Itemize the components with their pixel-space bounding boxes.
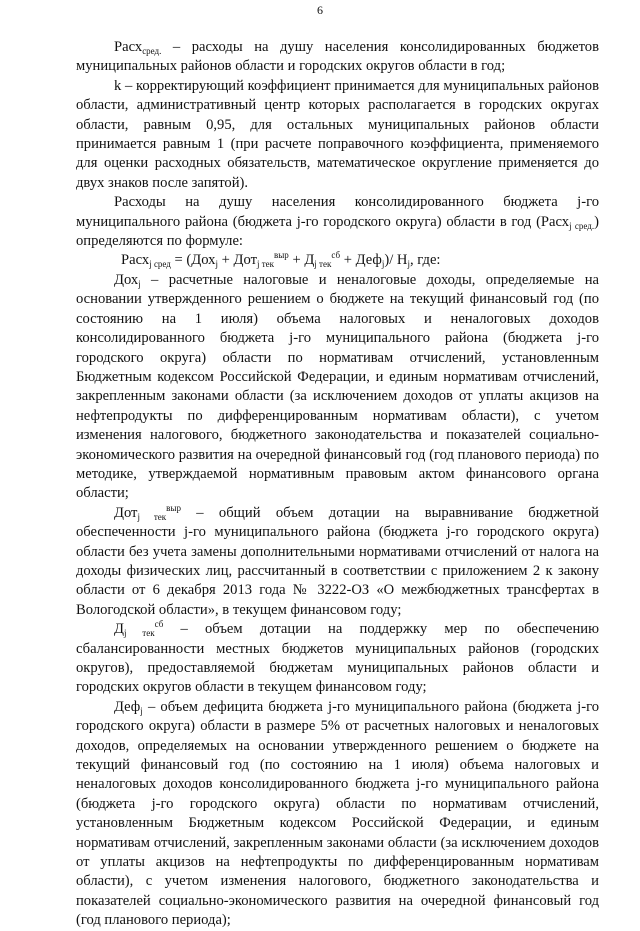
term-rash: Расх	[114, 39, 143, 55]
document-body	[76, 38, 599, 931]
paragraph-rash-sred	[76, 38, 599, 77]
formula: Расх$_{j сред}$ = $(Дох_j + Дот_{j тек}^{выр} + Д_{j тек}^{сб} + Деф_j)/$ $Н_j$, где:	[121, 250, 441, 270]
paragraph-k-coefficient: k – корректирующий коэффициент принимается для муниципальных районов области, административный центр которых располагается в городских округах области, равным 0,95, для остальных муниципальных районов области принимается равным 1 (при расчете поправочного коэффициента, применяемого для оценки расходных обязательств, математическое округление применяется до двух знаков после запятой).	[76, 77, 599, 191]
definition-text: – расходы на душу населения консолидированных бюджетов муниципальных районов области и городских округов области в год;	[76, 39, 599, 75]
definition-dot: Дот$_{j тек}^{выр}$ – общий объем дотации на выравнивание бюджетной обеспеченности j-го муниципального района (бюджета j-го городского округа) области без учета замены дополнительными нормативами отчислений от налога на доходы физических лиц, рассчитанный в соответствии с приложением 2 к закону области от 6 декабря 2013 года № 3222-ОЗ «О межбюджетных трансфертах в Вологодской области», в текущем финансовом году;	[76, 502, 599, 618]
definition-d-sb: $Д_{j тек}^{сб}$ – объем дотации на поддержку мер по обеспечению сбалансированности местных бюджетов муниципальных районов (городских округов), предоставляемой бюджетам муниципальных районов области и городских округов области в текущем финансовом году;	[76, 619, 599, 696]
page-number: 6	[317, 3, 323, 17]
definition-def: Деф$_j$ – объем дефицита бюджета j-го муниципального района (бюджета j-го городского округа) области в размере 5% от расчетных налоговых и неналоговых доходов, определяемых на основании утвержденного решением о бюджете на текущий финансовый год (по состоянию на 1 июля) объема налоговых и неналоговых доходов консолидированного бюджета j-го муниципального района (бюджета j-го городского округа) области по нормативам отчислений, установленным Бюджетным кодексом Российской Федерации, и единым нормативам отчислений, закрепленным законами области (за исключением доходов от уплаты акцизов на нефтепродукты по дифференцированным нормативам области), с учетом изменения налогового, бюджетного законодательства и показателей социально-экономического развития на очередной финансовый год (год планового периода);	[76, 698, 599, 929]
definition-doh: Дох$_j$ – расчетные налоговые и неналоговые доходы, определяемые на основании утвержденного решением о бюджете на текущий финансовый год (по состоянию на 1 июля) объема налоговых и неналоговых доходов консолидированного бюджета j-го муниципального района (бюджета j-го городского округа) области по нормативам отчислений, установленным Бюджетным кодексом Российской Федерации, и единым нормативам отчислений, закрепленным законами области (за исключением доходов от уплаты акцизов на нефтепродукты по дифференцированным нормативам области), с учетом изменения налогового, бюджетного законодательства и показателей социально-экономического развития на очередной финансовый год (год планового периода) по методике, утверждаемой нормативным правовым актом финансового органа области;	[76, 271, 599, 502]
term-subscript: j сред.	[569, 220, 595, 231]
term-subscript: сред.	[142, 46, 162, 56]
paragraph-formula-intro: Расходы на душу населения консолидированного бюджета j-го муниципального района (бюджета j-го городского округа) области в год (Расх$_{j сред.}$) определяются по формуле:	[76, 194, 599, 250]
